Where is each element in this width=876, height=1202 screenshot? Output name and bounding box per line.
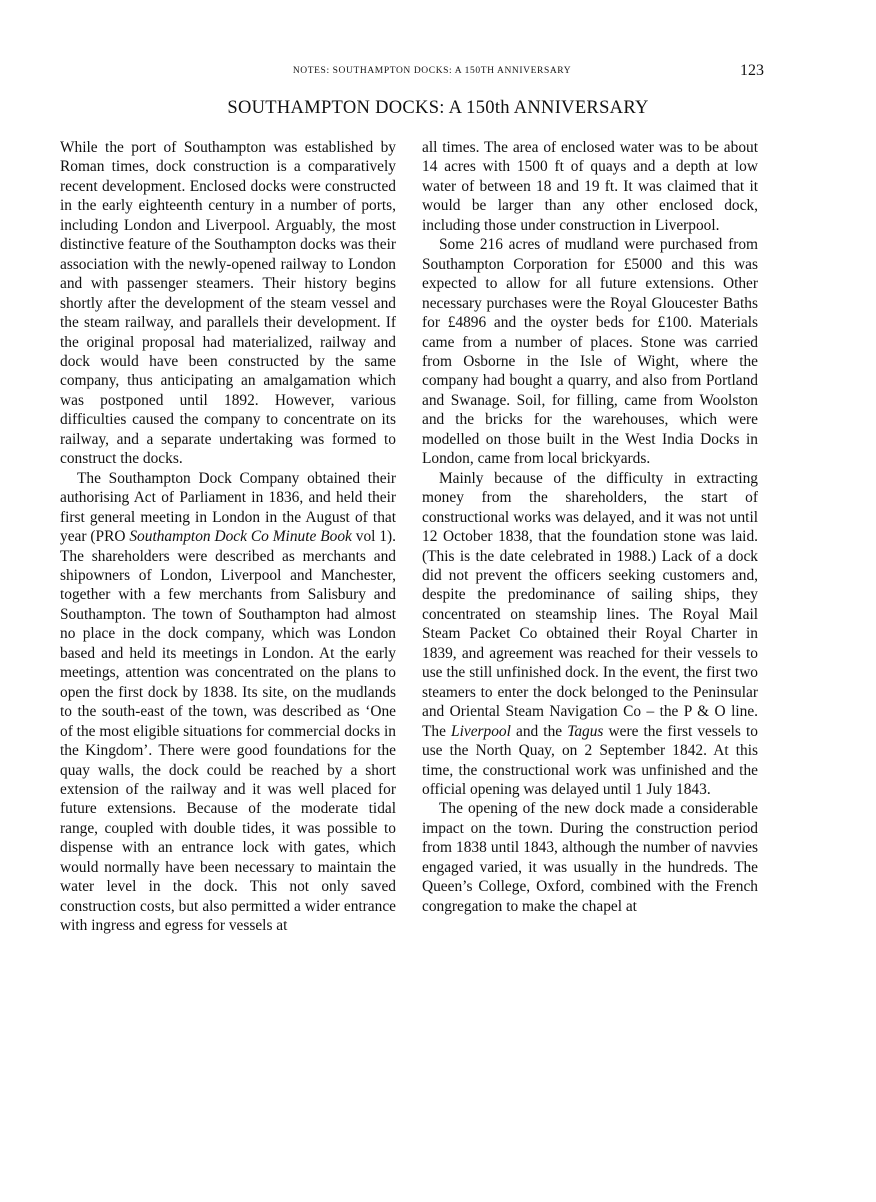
paragraph: While the port of Southampton was established by Roman times, dock construction is a comparatively recent development. Enclosed docks were constructed in the early eighteenth century in a number of ports, including London and Liverpool. Arguably, the most distinctive feature of the Southampton docks was their association with the newly-opened railway to London and with passenger steamers. Their history begins shortly after the development of the steam vessel and the steam railway, and parallels their development. If the original proposal had materialized, railway and dock would have been constructed by the same company, thus anticipating an amalgamation which was postponed until 1892. However, various difficulties caused the company to concentrate on its railway, and a separate undertaking was formed to construct the docks. <box>60 139 396 468</box>
right-column <box>422 138 758 916</box>
paragraph: The opening of the new dock made a considerable impact on the town. During the construction period from 1838 until 1843, although the number of navvies engaged varied, it was usually in the hundreds. The Queen’s College, Oxford, combined with the French congregation to make the chapel at <box>422 800 758 915</box>
citation-title: Southampton Dock Co Minute Book <box>129 528 352 546</box>
ship-name: Tagus <box>567 722 604 740</box>
text-run: and the <box>510 722 568 740</box>
text-run: were the first vessels to use the North Quay, on 2 September 1842. At this time, the constructional work was unfinished and the official opening was delayed until 1 July 1843. <box>422 722 758 798</box>
paragraph <box>422 469 758 800</box>
paragraph: all times. The area of enclosed water was to be about 14 acres with 1500 ft of quays and a depth at low water of between 18 and 19 ft. It was claimed that it would be larger than any other enclosed dock, including those under construction in Liverpool. <box>422 139 758 234</box>
left-column <box>60 138 396 936</box>
text-run: The Southampton Dock Company obtained their authorising Act of Parliament in 1836, and held their first general meeting in London in the August of that year (PRO <box>60 469 396 546</box>
page-number: 123 <box>740 62 764 79</box>
ship-name: Liverpool <box>451 722 511 740</box>
text-run: vol 1). The shareholders were described as merchants and shipowners of London, Liverpool and Manchester, together with a few merchants from Salisbury and Southampton. The town of Southampton had almost no place in the dock company, which was London based and held its meetings in London. At the early meetings, attention was concentrated on the plans to open the first dock by 1838. Its site, on the mudlands to the south-east of the town, was described as ‘One of the most eligible situations for commercial docks in the Kingdom’. There were good foundations for the quay walls, the dock could be reached by a short extension of the railway and it was well placed for future extensions. Because of the moderate tidal range, coupled with double tides, it was possible to dispense with an entrance lock with gates, which would normally have been necessary to maintain the water level in the dock. This not only saved construction costs, but also permitted a wider entrance with ingress and egress for vessels at <box>60 528 396 935</box>
article-title: SOUTHAMPTON DOCKS: A 150th ANNIVERSARY <box>227 98 649 118</box>
running-head: NOTES: SOUTHAMPTON DOCKS: A 150TH ANNIVERSARY <box>292 66 572 76</box>
paragraph <box>60 469 396 936</box>
text-run: Mainly because of the difficulty in extracting money from the shareholders, the start of constructional works was delayed, and it was not until 12 October 1838, that the foundation stone was laid. (This is the date celebrated in 1988.) Lack of a dock did not prevent the officers seeking customers and, despite the predominance of sailing ships, they concentrated on steamship lines. The Royal Mail Steam Packet Co obtained their Royal Charter in 1839, and agreement was reached for their vessels to use the still unfinished dock. In the event, the first two steamers to enter the dock belonged to the Peninsular and Oriental Steam Navigation Co – the P & O line. The <box>422 469 758 740</box>
paragraph: Some 216 acres of mudland were purchased from Southampton Corporation for £5000 and this was expected to allow for all future extensions. Other necessary purchases were the Royal Gloucester Baths for £4896 and the oyster beds for £100. Materials came from a number of places. Stone was carried from Osborne in the Isle of Wight, where the company had bought a quarry, and also from Portland and Swanage. Soil, for filling, came from Woolston and the bricks for the warehouses, which were modelled on those built in the West India Docks in London, came from local brickyards. <box>422 236 758 468</box>
